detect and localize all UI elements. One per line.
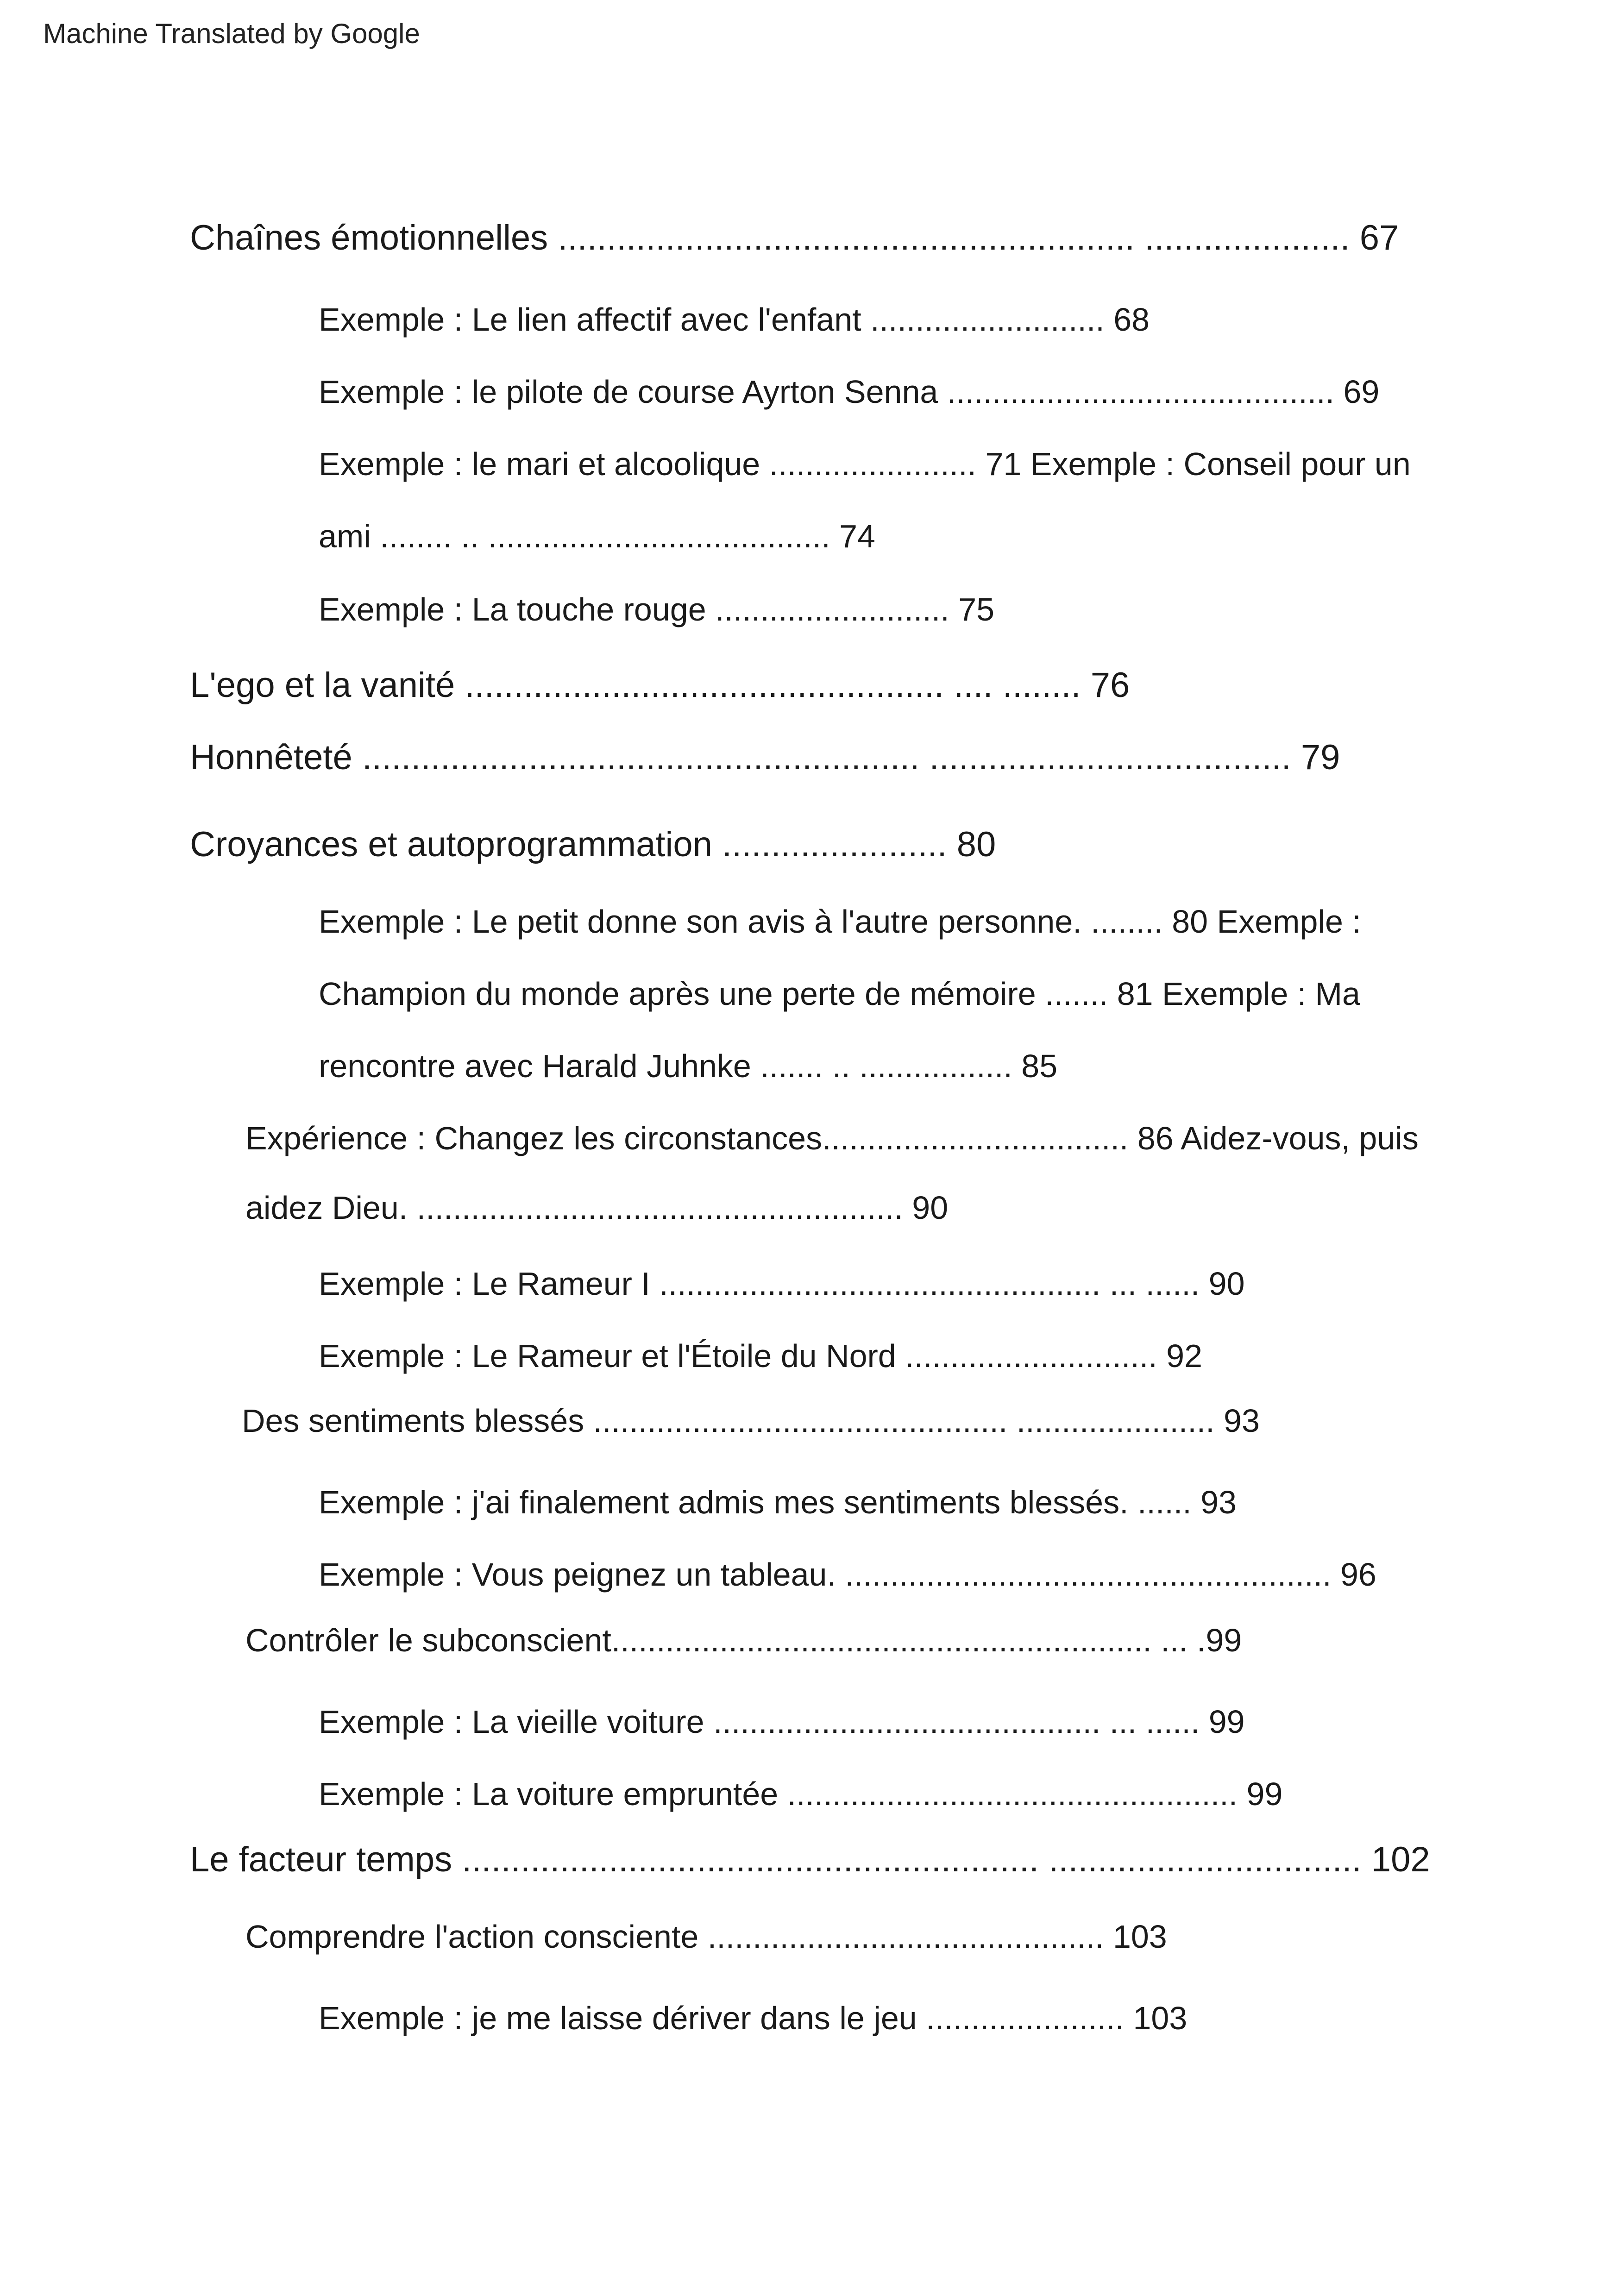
toc-line: Exemple : Le Rameur I ................................................. ... ...... 90 xyxy=(319,1266,1245,1302)
toc-line: Exemple : La touche rouge .......................... 75 xyxy=(319,591,995,627)
toc-line: Exemple : La voiture empruntée .................................................. 99 xyxy=(319,1776,1283,1812)
toc-line: Honnêteté ......................................................... ..................................... 79 xyxy=(190,738,1340,777)
toc-line: ami ........ .. ...................................... 74 xyxy=(319,518,875,554)
toc-line: Exemple : Le Rameur et l'Étoile du Nord ............................ 92 xyxy=(319,1338,1203,1374)
toc-line: Comprendre l'action consciente ............................................ 103 xyxy=(245,1919,1167,1955)
toc-line: L'ego et la vanité ................................................. .... ........ 76 xyxy=(190,665,1130,705)
toc-line: Le facteur temps ........................................................... ................................ 102 xyxy=(190,1840,1430,1879)
toc-line: Exemple : Vous peignez un tableau. ...................................................... 96 xyxy=(319,1556,1376,1593)
toc-line: aidez Dieu. ...................................................... 90 xyxy=(245,1190,949,1226)
toc-line: rencontre avec Harald Juhnke ....... .. ................. 85 xyxy=(319,1048,1058,1084)
toc-line: Des sentiments blessés .............................................. ...................... 93 xyxy=(242,1403,1260,1439)
toc-line: Exemple : Le petit donne son avis à l'autre personne. ........ 80 Exemple : xyxy=(319,903,1361,940)
toc-line: Exemple : le pilote de course Ayrton Senna ........................................... 69 xyxy=(319,374,1380,410)
toc-line: Exemple : le mari et alcoolique ....................... 71 Exemple : Conseil pour un xyxy=(319,446,1411,482)
toc-line: Exemple : La vieille voiture ........................................... ... ...... 99 xyxy=(319,1704,1245,1740)
machine-translated-watermark: Machine Translated by Google xyxy=(43,18,420,49)
toc-line: Exemple : je me laisse dériver dans le jeu ...................... 103 xyxy=(319,2000,1187,2036)
toc-line: Champion du monde après une perte de mémoire ....... 81 Exemple : Ma xyxy=(319,976,1360,1012)
toc-line: Exemple : j'ai finalement admis mes sentiments blessés. ...... 93 xyxy=(319,1484,1237,1520)
toc-line: Croyances et autoprogrammation ....................... 80 xyxy=(190,825,996,864)
toc-line: Expérience : Changez les circonstances.................................. 86 Aidez-vous, puis xyxy=(245,1120,1419,1156)
toc-line: Chaînes émotionnelles ........................................................... ..................... 67 xyxy=(190,218,1399,257)
toc-line: Contrôler le subconscient............................................................ ... .99 xyxy=(245,1622,1242,1658)
toc-line: Exemple : Le lien affectif avec l'enfant .......................... 68 xyxy=(319,301,1150,338)
